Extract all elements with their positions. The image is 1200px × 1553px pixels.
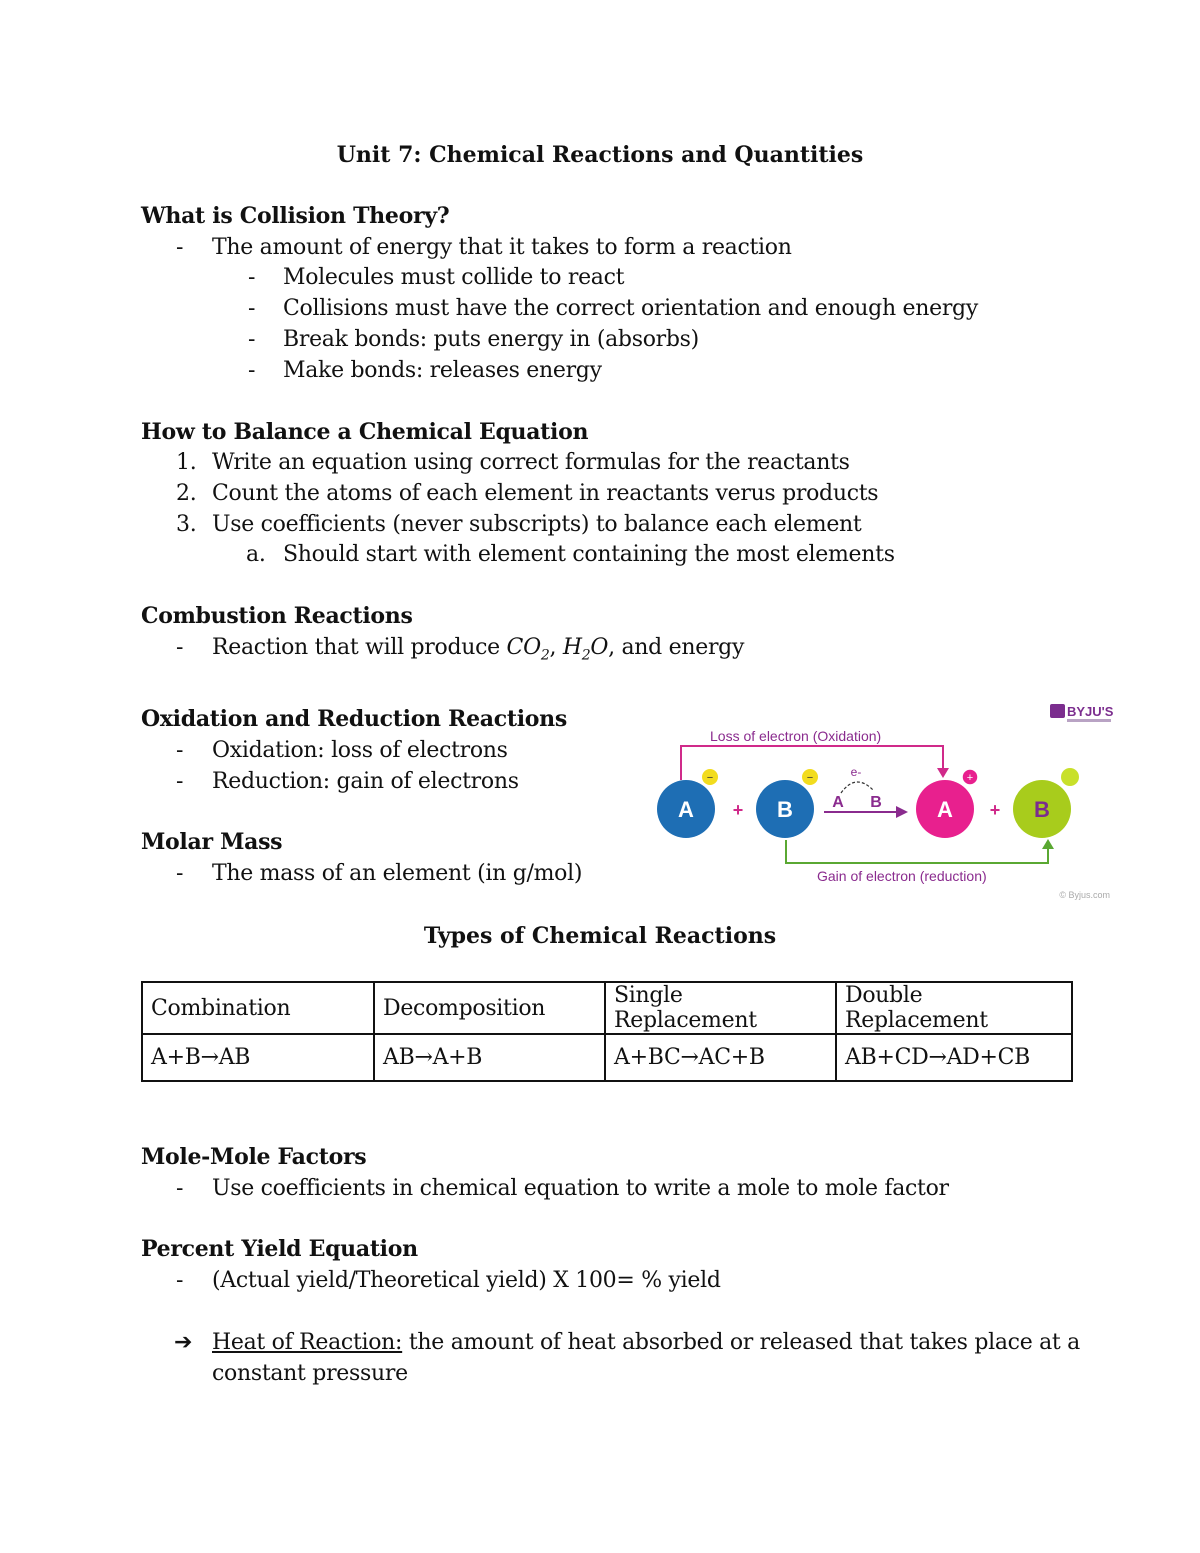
formula-co2: $CO_2$ [506, 635, 550, 664]
reduction-arrow-head [1042, 839, 1054, 849]
collision-subitem: Make bonds: releases energy [283, 358, 602, 383]
svg-text:−: − [706, 772, 714, 784]
plus-sign: + [732, 800, 744, 820]
yield-item: (Actual yield/Theoretical yield) X 100= % yield [212, 1268, 721, 1293]
table-row [142, 982, 1072, 1034]
svg-text:B: B [777, 797, 793, 822]
brand-logo-text: BYJU'S [1067, 704, 1114, 719]
oxidation-arrow-head [937, 768, 949, 778]
molemole-item: Use coefficients in chemical equation to write a mole to mole factor [212, 1176, 949, 1201]
table-cell: A+B→AB [142, 1034, 374, 1081]
heat-term: Heat of Reaction: [212, 1330, 403, 1355]
svg-text:B: B [870, 794, 882, 811]
bullet-dash: - [176, 738, 184, 763]
reaction-arrow-head [896, 806, 908, 818]
brand-logo-icon [1050, 704, 1065, 718]
molemole-heading: Mole-Mole Factors [141, 1144, 367, 1170]
substep-letter: a. [246, 542, 266, 567]
table-header-cell: Single Replacement [605, 982, 836, 1034]
bullet-dash: - [176, 235, 184, 260]
arrow-bullet-icon: ➔ [174, 1330, 193, 1355]
heat-line: Heat of Reaction: the amount of heat absorbed or released that takes place at a [212, 1330, 1080, 1355]
step-number: 2. [176, 481, 197, 506]
redox-item: Oxidation: loss of electrons [212, 738, 508, 763]
bullet-dash: - [176, 769, 184, 794]
molar-heading: Molar Mass [141, 829, 283, 855]
step-number: 3. [176, 512, 197, 537]
combustion-item: Reaction that will produce $CO_2$, $H_2O$, and energy [212, 635, 745, 664]
svg-text:A: A [832, 794, 844, 811]
heat-line-continued: constant pressure [212, 1361, 408, 1386]
watermark: © Byjus.com [1059, 890, 1110, 900]
table-cell: A+BC→AC+B [605, 1034, 836, 1081]
electron-label: e- [850, 765, 862, 779]
svg-text:A: A [678, 797, 694, 822]
bullet-dash: - [176, 1268, 184, 1293]
svg-text:A: A [937, 797, 953, 822]
electron-icon [1061, 768, 1079, 786]
collision-subitem: Break bonds: puts energy in (absorbs) [283, 327, 699, 352]
collision-item: The amount of energy that it takes to form a reaction [212, 235, 792, 260]
electron-transfer-arc [841, 782, 874, 793]
bullet-dash: - [248, 296, 256, 321]
oxidation-label: Loss of electron (Oxidation) [710, 728, 882, 744]
types-heading: Types of Chemical Reactions [423, 923, 777, 949]
reduction-path [786, 840, 1048, 863]
reaction-types-table [141, 981, 1073, 1082]
step-number: 1. [176, 450, 197, 475]
bullet-dash: - [176, 635, 184, 660]
redox-item: Reduction: gain of electrons [212, 769, 519, 794]
reduction-label: Gain of electron (reduction) [817, 868, 987, 884]
svg-text:+: + [966, 772, 974, 784]
redox-heading: Oxidation and Reduction Reactions [141, 706, 567, 732]
bullet-dash: - [176, 861, 184, 886]
table-row [142, 1034, 1072, 1081]
combustion-heading: Combustion Reactions [141, 603, 413, 629]
collision-heading: What is Collision Theory? [141, 203, 450, 229]
step-text: Count the atoms of each element in reactants verus products [212, 481, 879, 506]
step-text: Write an equation using correct formulas for the reactants [212, 450, 850, 475]
molar-item: The mass of an element (in g/mol) [212, 861, 583, 886]
bullet-dash: - [176, 1176, 184, 1201]
step-text: Use coefficients (never subscripts) to balance each element [212, 512, 862, 537]
table-header-cell: Decomposition [374, 982, 605, 1034]
page-title: Unit 7: Chemical Reactions and Quantities [336, 142, 864, 168]
formula-h2o: $H_2O$ [562, 635, 609, 664]
svg-text:−: − [806, 772, 814, 784]
table-cell: AB→A+B [374, 1034, 605, 1081]
redox-diagram [640, 696, 1120, 906]
bullet-dash: - [248, 265, 256, 290]
collision-subitem: Molecules must collide to react [283, 265, 625, 290]
substep-text: Should start with element containing the most elements [283, 542, 895, 567]
collision-subitem: Collisions must have the correct orientation and enough energy [283, 296, 978, 321]
balance-heading: How to Balance a Chemical Equation [141, 419, 589, 445]
yield-heading: Percent Yield Equation [141, 1236, 418, 1262]
bullet-dash: - [248, 327, 256, 352]
svg-text:B: B [1034, 797, 1050, 822]
bullet-dash: - [248, 358, 256, 383]
table-cell: AB+CD→AD+CB [836, 1034, 1072, 1081]
table-header-cell: Double Replacement [836, 982, 1072, 1034]
plus-sign: + [989, 800, 1001, 820]
table-header-cell: Combination [142, 982, 374, 1034]
